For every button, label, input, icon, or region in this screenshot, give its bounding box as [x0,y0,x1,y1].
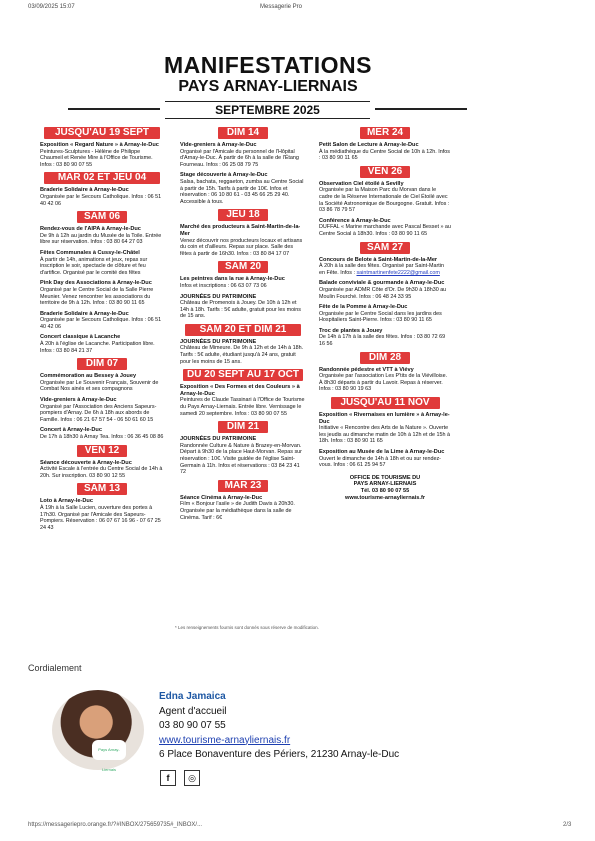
event-title: Fête de la Pomme à Arnay-le-Duc [319,304,408,311]
signature-website-link[interactable]: www.tourisme-arnayliernais.fr [159,734,291,746]
event-item [319,328,451,348]
event-item [40,334,164,354]
event-title: Concert classique à Lacanche [40,334,121,341]
event-title: Loto à Arnay-le-Duc [40,498,93,505]
divider-left [68,108,160,110]
office-line: PAYS ARNAY-LIERNAIS [353,481,417,488]
event-item [180,224,306,257]
event-title: Balade conviviale & gourmande à Arnay-le-Duc [319,280,445,287]
poster-title: MANIFESTATIONS [163,52,373,78]
events-column-2 [180,125,306,525]
date-badge: SAM 20 [218,261,268,273]
event-item [180,384,306,417]
event-item [40,460,164,480]
date-badge: SAM 06 [77,211,127,223]
event-item [319,304,451,324]
event-item [40,142,164,168]
event-details: Organisé par l'Association des Anciens Sapeurs-pompiers d'Arnay. De 6h à 18h aux abords de Famille. Infos : 06 21 67 57 54 - 06 50 61 60 15 [40,403,157,423]
event-title: Concours de Belote à Saint-Martin-de-la-Mer [319,256,438,263]
event-title: Rendez-vous de l'AIPA à Arnay-le-Duc [40,226,141,233]
print-app-name: Messagerie Pro [260,4,303,10]
event-details: Organisée par Le Souvenir Français, Souvenir de Combat Nos ainés et ses compagnons [40,379,159,393]
event-item [40,427,164,440]
event-title: Commémoration au Bessey à Jouey [40,373,137,380]
signature-phone[interactable]: 03 80 90 07 55 [159,720,226,731]
logo [92,740,126,772]
signature-name: Edna Jamaica [159,691,226,702]
event-details: À 20h à la salle des fêtes. Organisé par Saint-Martin en Fête. Infos : [319,263,444,276]
event-title: Pink Day des Associations à Arnay-le-Duc [40,280,152,287]
event-item [180,172,306,205]
event-title: Vide-greniers à Arnay-le-Duc [40,397,117,404]
event-title: JOURNÉES DU PATRIMOINE [180,436,257,443]
event-item [40,187,164,207]
page-number: 2/3 [563,822,572,828]
office-line[interactable]: www.tourisme-arnayliernais.fr [345,494,425,501]
signature-block [159,690,399,763]
office-line: OFFICE DE TOURISME DU [349,474,421,481]
event-item [319,280,451,300]
event-details: Infos et inscriptions : 06 63 07 73 06 [180,282,267,289]
avatar [52,690,144,770]
event-email-link[interactable]: saintmartinenfete2222@gmail.com [356,269,440,276]
event-details: Peintures de Claude Tassinari à l'Office de Tourisme du Pays Arnay-Liernais. Entrée libre. Vernissage le samedi 20 septembre. Infos : 03 80 90 07 55 [180,397,305,417]
date-badge: SAM 27 [360,242,410,254]
instagram-icon[interactable]: ◎ [184,770,200,786]
event-details: Organisée par le Centre Social dans les jardins des Hospitaliers Saint-Pierre. Infos : 03 80 90 11 65 [319,310,442,324]
event-details: Activité Escale à l'entrée du Centre Social de 14h à 20h. Sur inscription. 03 80 90 12 55 [40,466,163,479]
event-details: De 14h à 17h à la salle des fêtes. Infos : 03 80 72 69 16 56 [319,334,446,348]
event-details: À la médiathèque du Centre Social de 10h à 12h. Infos : 03 80 90 11 65 [319,148,450,162]
event-item [319,181,451,214]
event-title: Troc de plantes à Jouey [319,327,383,334]
event-title: Exposition « Regard Nature » à Arnay-le-Duc [40,142,159,148]
event-title: Vide-greniers à Arnay-le-Duc [180,142,257,148]
event-details: Château de Mimeure. De 9h à 12h et de 14h à 18h. Tarifs : 5€ adulte, étudiant jusqu'à 24 ans, gratuit pour les moins de 15 ans. [180,345,304,365]
event-details: Salsa, bachata, reggaeton, zumba au Centre Social à partir de 15h. Tarifs à partir de 10€. Infos et réservation : 06 10 80 61 - 03 45 66 25 29 40. Accessible à tous. [180,178,304,205]
date-badge: DIM 07 [77,358,127,370]
event-title: Exposition « Des Formes et des Couleurs » à Arnay-le-Duc [180,384,300,397]
date-badge: MAR 23 [218,480,268,492]
event-item [180,294,306,320]
event-details: DUFFAL « Marine marchande avec Pascal Besset » au Centre Social à 18h30. Infos : 03 80 90 11 65 [319,224,451,237]
event-details: De 17h à 18h30 à Arnay Tea. Infos : 06 36 45 08 86 [40,434,164,440]
event-item [319,449,451,469]
event-item [40,280,164,306]
event-item [319,142,451,162]
greeting: Cordialement [28,663,82,673]
event-item [180,495,306,521]
date-badge: MER 24 [360,127,410,139]
event-item [40,226,164,246]
event-details: Organisé par le Centre Social de la Salle Pierre Meunier. Venez rencontrer les associations du territoire de 9h à 12h. Infos : 03 80 90 11 65 [40,286,154,307]
date-badge: JUSQU'AU 11 NOV [331,397,440,409]
event-title: Marché des producteurs à Saint-Martin-de-la-Mer [180,224,301,237]
event-title: Les peintres dans la rue à Arnay-le-Duc [180,276,285,283]
poster-month: SEPTEMBRE 2025 [165,101,370,119]
event-details: Randonnée Culture & Nature à Brazey-en-Morvan. Départ à 9h30 de la place Haut-Morvan. Repas sur réservation : 10€. Visite guidée de l'église Saint-Germain à 11h. Infos et réservations : 03 84 23 41 72 [180,442,302,476]
event-title: Concert à Arnay-le-Duc [40,427,102,434]
event-title: Braderie Solidaire à Arnay-le-Duc [40,187,129,194]
facebook-icon[interactable]: f [160,770,176,786]
event-item [40,311,164,331]
event-item [40,498,164,531]
event-item [319,218,451,238]
event-title: Fêtes Communales à Cussy-le-Châtel [40,249,140,256]
date-badge: DIM 21 [218,421,268,433]
event-details: Initiative « Rencontre des Arts de la Nature ». Ouverte les jeudis au dimanche matin de 10h à 12h et de 15h à 18h. Infos : 03 80 90 11 65 [319,425,450,445]
event-title: Exposition au Musée de la Lime à Arnay-le-Duc [319,449,445,455]
date-badge: DIM 14 [218,127,268,139]
date-badge: MAR 02 ET JEU 04 [44,172,160,184]
disclaimer-note: * Les renseignements fournis sont donnés sous réserve de modification. [175,625,319,630]
event-title: Randonnée pédestre et VTT à Viévy [319,366,414,373]
date-badge: VEN 12 [77,445,127,457]
date-badge: JEU 18 [218,209,268,221]
divider-right [375,108,467,110]
event-title: Observation Ciel étoilé à Sevilly [319,180,404,187]
event-item [180,142,306,168]
event-details: De 9h à 12h au jardin du Musée de la Toile. Entrée libre sur réservation. Infos : 03 80 64 27 03 [40,232,162,246]
print-date: 03/09/2025 15:07 [28,4,75,10]
footer-url: https://messageriepro.orange.fr/?#INBOX/275659735#_INBOX/... [28,822,203,828]
signature-address: 6 Place Bonaventure des Périers, 21230 Arnay-le-Duc [159,749,400,760]
event-title: Séance découverte à Arnay-le-Duc [40,459,132,466]
event-item [180,436,306,476]
event-details: Château de Promenois à Jouey. De 10h à 12h et 14h à 18h. Tarifs : 5€ adulte, gratuit pour les moins de 15 ans. [180,300,301,320]
event-details: Venez découvrir nos producteurs locaux et artisans du coin et d'ailleurs. Repas sur place. Salle des fêtes à partir de 16h30. Infos : 03 80 84 17 07 [180,237,303,257]
signature-role: Agent d'accueil [159,705,227,717]
event-title: JOURNÉES DU PATRIMOINE [180,293,257,300]
event-details: Organisée par l'association Les P'tits de la Viévilloise. À 8h30 départs à partir du Lavoir. Repas à réserver. Infos : 03 80 90 19 63 [319,373,448,393]
event-item [40,397,164,423]
event-title: Exposition « Rivernaises en lumière » à Arnay-le-Duc [319,412,450,425]
events-column-3 [319,125,451,501]
events-column-1 [40,125,164,535]
event-details: À partir de 14h, animations et jeux, repas sur inscription le soir, spectacle de clôture et feu d'artifice. Organisé par le comité des fêtes [40,256,148,276]
date-badge: DIM 28 [360,352,410,364]
event-title: Séance Cinéma à Arnay-le-Duc [180,494,263,501]
event-details: Organisée par ADMR Côte d'Or. De 9h30 à 18h30 au Moulin Fourché. Infos : 06 48 24 33 95 [319,286,447,300]
event-item [40,250,164,276]
event-details: À 20h à l'église de Lacanche. Participation libre. Infos : 03 80 84 21 37 [40,341,155,354]
date-badge: VEN 26 [360,166,410,178]
event-item [40,373,164,393]
event-item [319,257,451,277]
event-title: Braderie Solidaire à Arnay-le-Duc [40,310,129,317]
office-line: Tél. 03 80 90 07 55 [360,487,410,494]
date-badge: DU 20 SEPT AU 17 OCT [183,369,303,381]
date-badge: SAM 20 ET DIM 21 [185,324,301,336]
event-details: Organisée par le Secours Catholique. Infos : 06 51 40 42 06 [40,193,162,207]
event-details: Organisée par le Secours Catholique. Infos : 06 51 40 42 06 [40,317,162,330]
poster-subtitle: PAYS ARNAY-LIERNAIS [178,78,358,95]
tourism-office-info [319,475,451,501]
social-links [160,768,208,786]
event-details: Organisé par l'Amicale du personnel de l'Hôpital d'Arnay-le-Duc. À partir de 6h à la salle de l'Étang Fourneau. Infos : 06 25 08 79 75 [180,148,299,168]
event-item [319,412,451,445]
event-title: JOURNÉES DU PATRIMOINE [180,338,257,345]
event-details: Peintures-Sculptures - Hélène de Philippe Chaumeil et Renée Mire à l'Office de Tourisme. Infos : 03 80 90 07 55 [40,148,153,168]
event-details: Organisée par la Maison Parc du Morvan dans le cadre de la Réserve Internationale de Ciel Étoilé avec la Société Astronomique de Bourgogne. Gratuit. Infos : 03 86 78 79 57 [319,187,450,214]
event-title: Conférence à Arnay-le-Duc [319,217,391,224]
date-badge: JUSQU'AU 19 SEPT [44,127,160,139]
event-details: À 19h à la Salle Lucien, ouverture des portes à 17h30. Organisé par l'Amicale des Sapeurs-Pompiers. Réservation : 06 07 67 16 96 - 07 67 25 24 43 [40,504,161,531]
event-item [180,276,306,289]
event-item [319,367,451,393]
event-details: Ouvert le dimanche de 14h à 18h et ou sur rendez-vous. Infos : 06 61 25 94 57 [319,455,441,469]
event-details: Film « Bonjour l'asile » de Judith Davis à 20h30. Organisée par la médiathèque dans la salle de Cinéma. Tarif : 6€ [180,501,295,521]
logo-text: Pays Arnay-Liernais [98,747,120,772]
event-item [180,339,306,365]
event-title: Petit Salon de Lecture à Arnay-le-Duc [319,142,419,148]
date-badge: SAM 13 [77,483,127,495]
event-title: Stage découverte à Arnay-le-Duc [180,172,268,179]
